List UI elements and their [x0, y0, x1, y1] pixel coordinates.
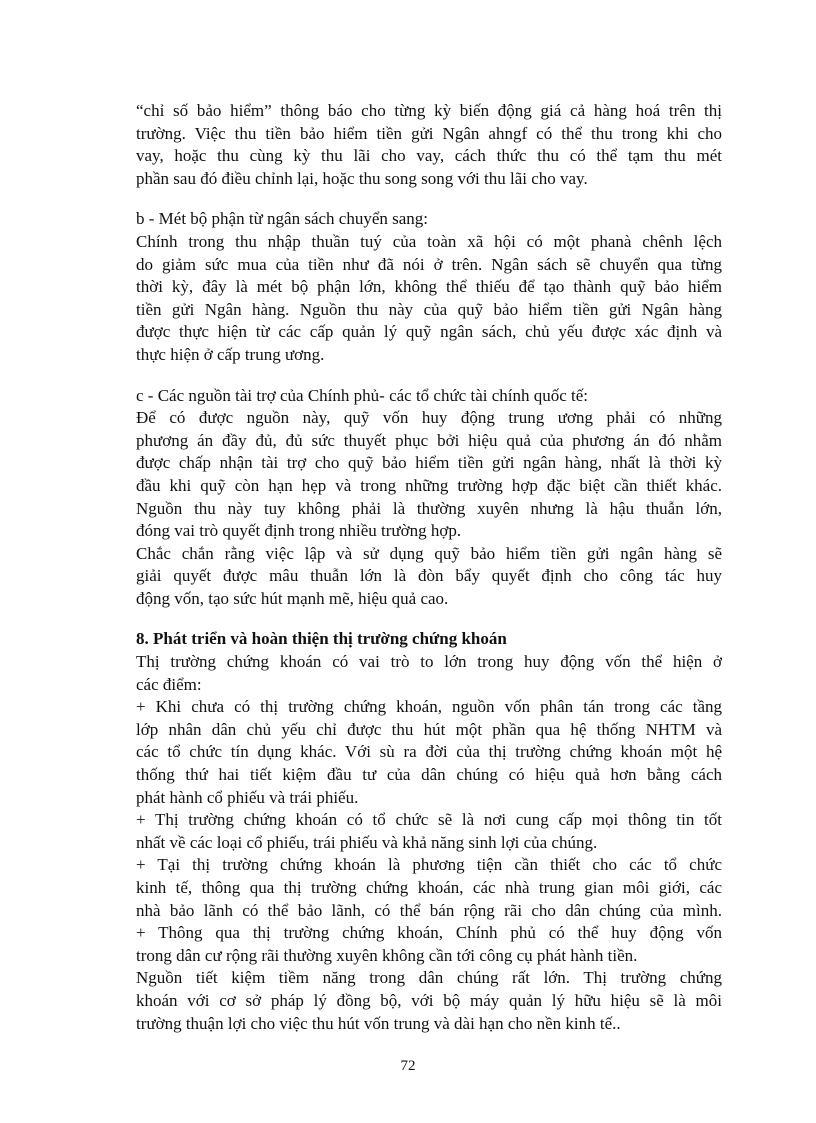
text-line: Chắc chắn rằng việc lập và sử dụng quỹ bảo hiểm tiền gửi ngân hàng sẽ	[136, 543, 722, 563]
text-line: trường thuận lợi cho việc thu hút vốn trung và dài hạn cho nền kinh tế..	[136, 1013, 621, 1033]
text-line: Để có được nguồn này, quỹ vốn huy động trung ương phải có những	[136, 408, 722, 428]
text-line: trong dân cư rộng rãi thường xuyên không cần tới công cụ phát hành tiền.	[136, 945, 638, 965]
text-line: + Tại thị trường chứng khoán là phương tiện cần thiết cho các tổ chức	[136, 855, 722, 875]
text-line: + Thông qua thị trường chứng khoán, Chính phủ có thể huy động vốn	[136, 923, 722, 943]
text-line: phần sau đó điều chỉnh lại, hoặc thu song song với thu lãi cho vay.	[136, 168, 588, 188]
text-line: thời kỳ, đây là mét bộ phận lớn, không thể thiếu để tạo thành quỹ bảo hiểm	[136, 277, 722, 297]
text-line: động vốn, tạo sức hút mạnh mẽ, hiệu quả cao.	[136, 588, 449, 608]
text-line: giải quyết được mâu thuẫn lớn là đòn bẩy quyết định cho công tác huy	[136, 566, 722, 586]
text-line: kinh tế, thông qua thị trường chứng khoán, các nhà trung gian môi giới, các	[136, 878, 722, 897]
text-line: các điểm:	[136, 674, 202, 694]
text-line: khoán với cơ sở pháp lý đồng bộ, với bộ máy quản lý hữu hiệu sẽ là môi	[136, 990, 722, 1010]
text-line: nhất về các loại cổ phiếu, trái phiếu và khả năng sinh lợi của chúng.	[136, 832, 598, 852]
text-line: thực hiện ở cấp trung ương.	[136, 344, 325, 364]
text-line: nhà bảo lãnh có thể bảo lãnh, có thể bán rộng rãi cho dân chúng của mình.	[136, 900, 722, 920]
text-line: phát hành cổ phiếu và trái phiếu.	[136, 787, 359, 807]
text-line: lớp nhân dân chủ yếu chỉ được thu hút một phần qua hệ thống NHTM và	[136, 719, 722, 739]
section-body	[136, 651, 722, 1035]
paragraph-insurance-index	[136, 100, 722, 190]
text-line: Thị trường chứng khoán có vai trò to lớn trong huy động vốn thể hiện ở	[136, 652, 722, 672]
text-line: + Khi chưa có thị trường chứng khoán, nguồn vốn phân tán trong các tầng	[136, 697, 722, 717]
paragraph-gap	[136, 190, 722, 208]
text-line: được chấp nhận tài trợ cho quỹ bảo hiểm tiền gửi ngân hàng, nhất là thời kỳ	[136, 453, 722, 473]
text-line: đầu khi quỹ còn hạn hẹp và trong những trường hợp đặc biệt cần thiết khác.	[136, 475, 722, 495]
text-line: Chính trong thu nhập thuần tuý của toàn xã hội có một phanà chênh lệch	[136, 231, 722, 251]
paragraph-funding-sources	[136, 385, 722, 611]
text-line: các tổ chức tín dụng khác. Với sù ra đời của thị trường chứng khoán một hệ	[136, 742, 722, 762]
text-line: phương án đầy đủ, đủ sức thuyết phục bởi hiệu quả của phương án đó nhằm	[136, 430, 722, 450]
subsection-heading-c: c - Các nguồn tài trợ của Chính phủ- các tổ chức tài chính quốc tế:	[136, 385, 589, 405]
text-line: trường. Việc thu tiền bảo hiểm tiền gửi Ngân ahngf có thể thu trong khi cho	[136, 123, 722, 143]
paragraph-gap	[136, 610, 722, 628]
text-line: “chỉ số bảo hiểm” thông báo cho từng kỳ biến động giá cả hàng hoá trên thị	[136, 101, 722, 120]
page-number: 72	[400, 1058, 416, 1074]
text-line: Nguồn thu này tuy không phải là thường xuyên nhưng là hậu thuẫn lớn,	[136, 498, 722, 518]
subsection-heading-b: b - Mét bộ phận từ ngân sách chuyển sang:	[136, 209, 429, 229]
text-line: do giảm sức mua của tiền như đã nói ở trên. Ngân sách sẽ chuyển qua từng	[136, 254, 722, 274]
text-line: đóng vai trò quyết định trong nhiều trường hợp.	[136, 521, 462, 541]
text-line: + Thị trường chứng khoán có tổ chức sẽ là nơi cung cấp mọi thông tin tốt	[136, 810, 722, 830]
paragraph-gap	[136, 367, 722, 385]
text-line: được thực hiện từ các cấp quản lý quỹ ngân sách, chủ yếu được xác định và	[136, 322, 722, 342]
paragraph-budget-transfer	[136, 208, 722, 366]
section-heading: 8. Phát triển và hoàn thiện thị trường chứng khoán	[136, 629, 507, 649]
text-line: thống thứ hai tiết kiệm đầu tư của dân chúng có hiệu quả hơn bằng cách	[136, 765, 722, 785]
text-line: Nguồn tiết kiệm tiềm năng trong dân chúng rất lớn. Thị trường chứng	[136, 968, 722, 988]
text-line: tiền gửi Ngân hàng. Nguồn thu này của quỹ bảo hiểm tiền gửi Ngân hàng	[136, 299, 722, 319]
text-line: vay, hoặc thu cùng kỳ thu lãi cho vay, cách thức thu có thể tạm thu mét	[136, 146, 722, 166]
page-body	[136, 100, 722, 1035]
